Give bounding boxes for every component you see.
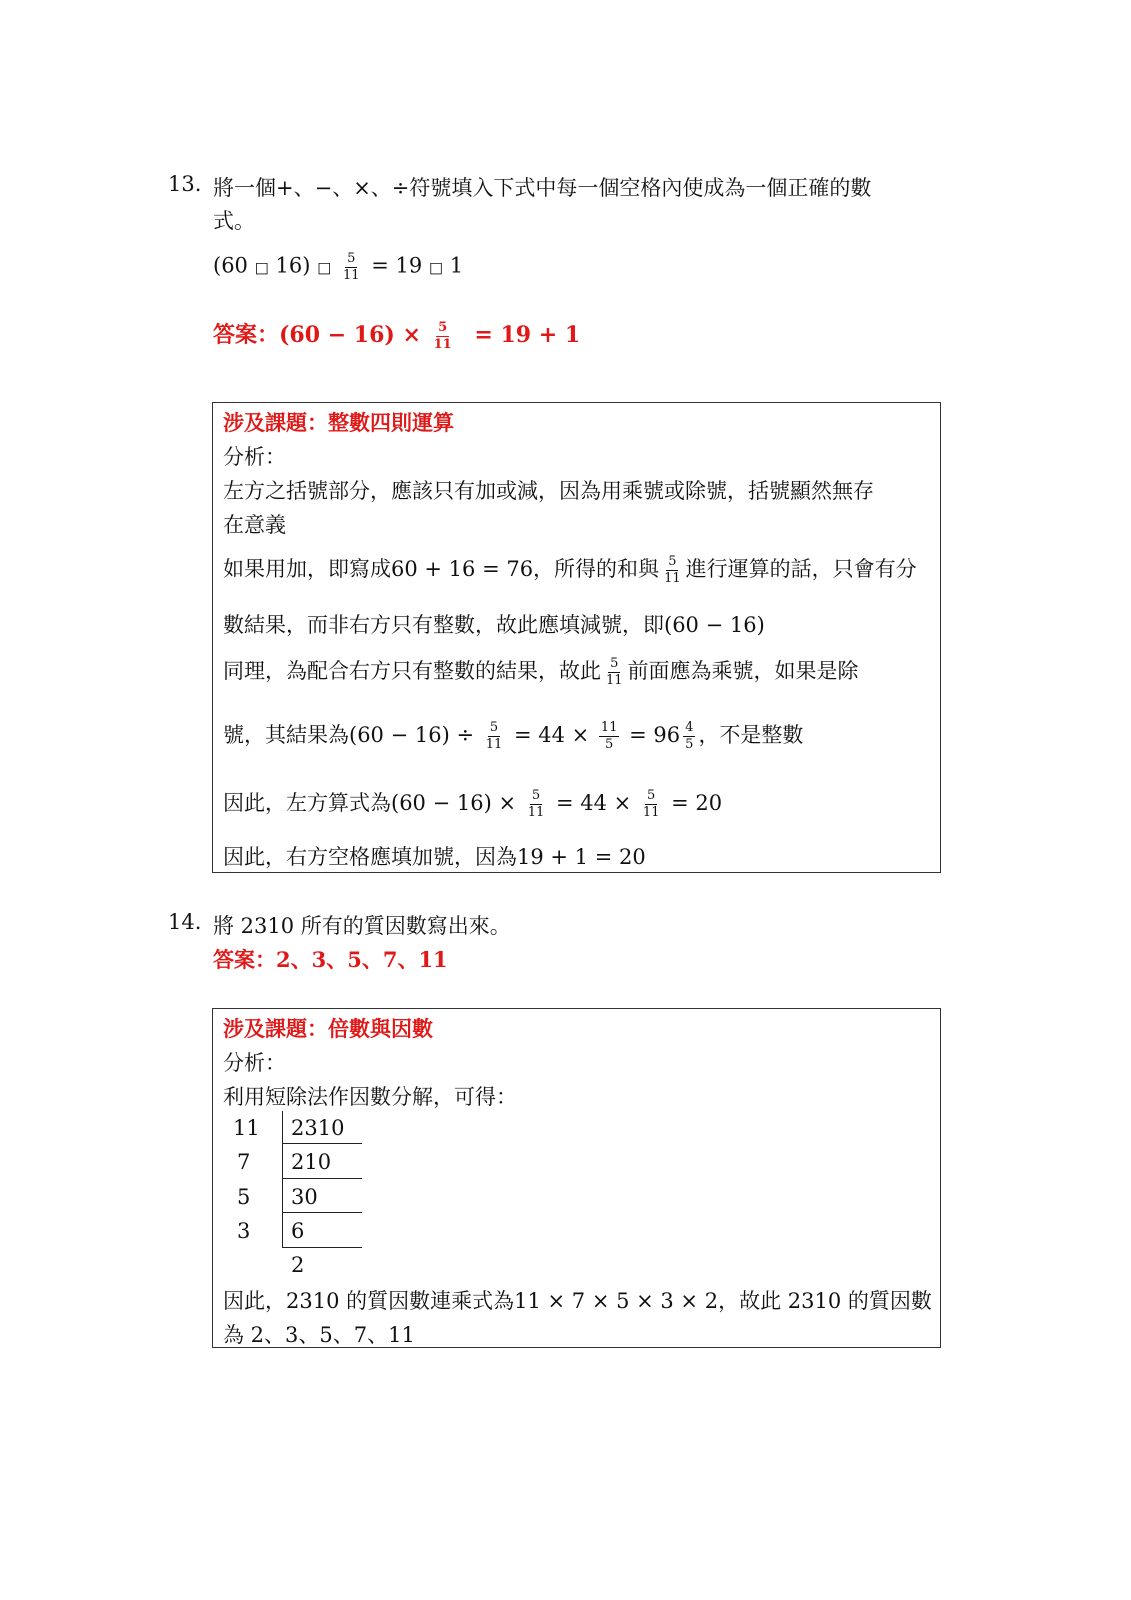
analysis-text: 號，其結果為(60 − 16) ÷ $\frac{5}{11}$ = 44 × $\frac{11}{5}$ = 96 $\frac{4}{5}$ ，不是整數 [223,720,804,752]
question-number: 14. [168,910,202,934]
analysis-text: 數結果，而非右方只有整數，故此應填減號，即(60 − 16) [223,613,765,637]
division-line [282,1178,362,1179]
answer [213,318,580,351]
quotient: 6 [291,1219,305,1243]
divisor: 3 [237,1219,251,1243]
analysis-box [212,402,941,873]
analysis-text: 如果用加，即寫成60 + 16 = 76，所得的和與 $\frac{5}{11}$ 進行運算的話，只會有分 [223,554,917,586]
divisor: 7 [237,1150,251,1174]
answer-label: 答案： [213,322,280,348]
final-quotient: 2 [291,1253,305,1277]
fraction: $\frac{5}{11}$ [342,251,360,283]
answer-part: (60 − 16) × [279,322,421,348]
analysis-text: 在意義 [223,513,286,537]
expr-part: 1 [449,253,464,278]
fraction: $\frac{5}{11}$ [664,554,681,586]
fraction: $\frac{5}{11}$ [642,788,660,820]
fraction: $\frac{5}{11}$ [606,656,623,688]
blank-box: □ [317,258,332,277]
fraction: $\frac{5}{11}$ [485,720,503,752]
fraction: $\frac{5}{11}$ [527,788,545,820]
analysis-text: 同理，為配合右方只有整數的結果，故此 $\frac{5}{11}$ 前面應為乘號，如果是除 [223,656,859,688]
analysis-heading: 分析： [223,1051,286,1075]
topic-heading: 涉及課題：倍數與因數 [223,1016,433,1041]
question-text: 將 2310 所有的質因數寫出來。 [213,914,511,938]
division-line [282,1143,362,1144]
question-number: 13. [168,172,202,196]
expr-part: = 19 [371,253,423,278]
expr-part: (60 [213,253,248,278]
fraction: $\frac{5}{11}$ [433,319,452,352]
division-bar [282,1111,283,1247]
division-line [282,1247,362,1248]
analysis-text: 利用短除法作因數分解，可得： [223,1085,517,1109]
analysis-text: 因此，右方空格應填加號，因為19 + 1 = 20 [223,845,646,869]
division-line [282,1212,362,1213]
fraction: $\frac{11}{5}$ [600,720,618,752]
analysis-text: 因此，2310 的質因數連乘式為11 × 7 × 5 × 3 × 2，故此 2310 的質因數 [223,1289,932,1313]
analysis-text: 為 2、3、5、7、11 [223,1323,415,1347]
quotient: 30 [291,1185,318,1209]
analysis-heading: 分析： [223,445,286,469]
divisor: 11 [233,1116,260,1140]
expression [213,252,463,282]
question-text: 將一個+、−、×、÷符號填入下式中每一個空格內使成為一個正確的數 [213,176,872,200]
analysis-text: 左方之括號部分，應該只有加或減，因為用乘號或除號，括號顯然無存 [223,479,874,503]
quotient: 210 [291,1150,332,1174]
analysis-text: 因此，左方算式為(60 − 16) × $\frac{5}{11}$ = 44 × $\frac{5}{11}$ = 20 [223,788,723,820]
divisor: 5 [237,1185,251,1209]
analysis-box [212,1008,941,1348]
blank-box: □ [254,258,269,277]
answer: 答案：2、3、5、7、11 [213,947,448,972]
answer-part: = 19 + 1 [474,322,581,348]
fraction: $\frac{4}{5}$ [685,720,694,752]
expr-part: 16) [275,253,311,278]
question-text-cont: 式。 [213,209,255,233]
quotient: 2310 [291,1116,345,1140]
blank-box: □ [428,258,444,277]
topic-heading: 涉及課題：整數四則運算 [223,410,454,435]
